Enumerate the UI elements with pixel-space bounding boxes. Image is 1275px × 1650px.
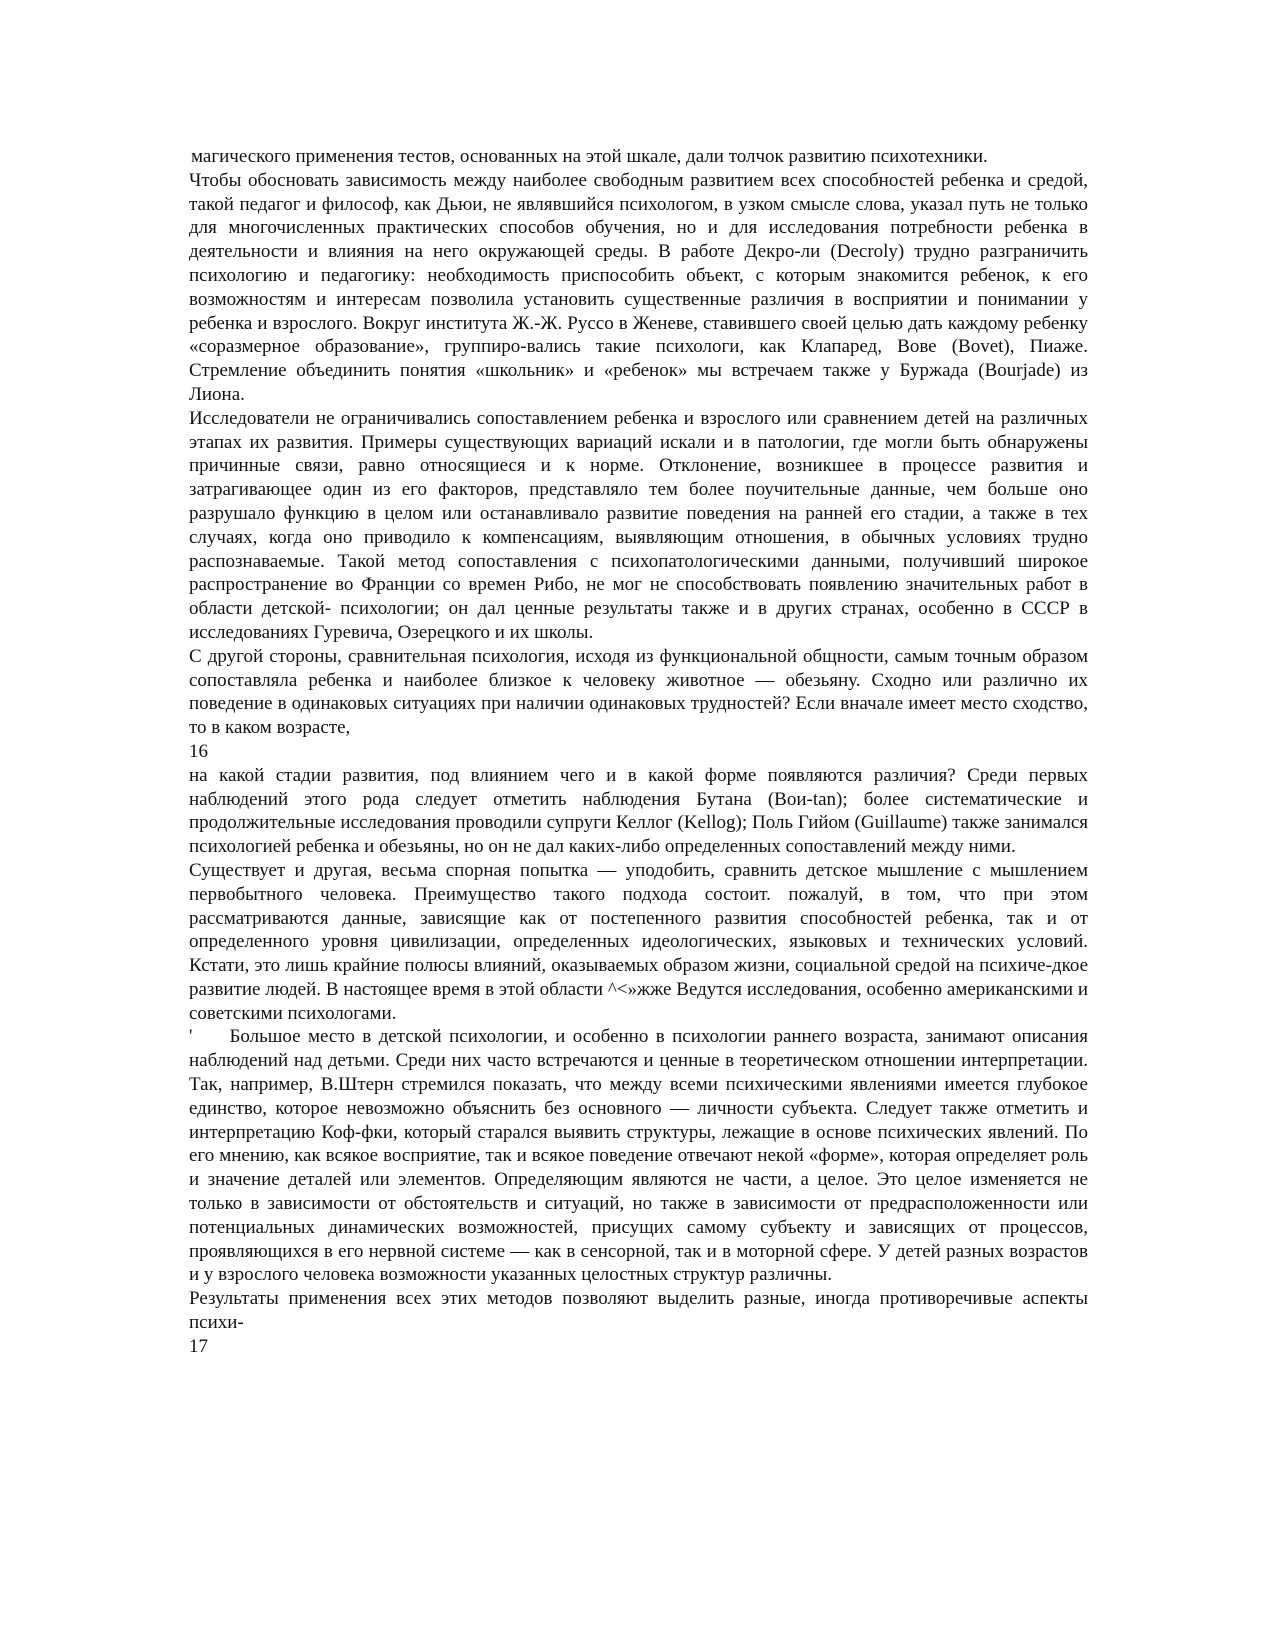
- paragraph: Чтобы обосновать зависимость между наиболее свободным развитием всех способностей ребенка и средой, такой педагог и философ, как Дьюи, не являвшийся психологом, в узком смысле слова, указал путь не только для многочисленных практических способов обучения, но и для исследования потребности ребенка в деятельности и влияния на него окружающей среды. В работе Декро-ли (Decroly) трудно разграничить психологию и педагогику: необходимость приспособить объект, с которым знакомится ребенок, к его возможностям и интересам позволила установить существенные различия в восприятии и понимании у ребенка и взрослого. Вокруг института Ж.-Ж. Руссо в Женеве, ставившего своей целью дать каждому ребенку «соразмерное образование», группиро-вались такие психологи, как Клапаред, Вове (Bovet), Пиаже. Стремление объединить понятия «школьник» и «ребенок» мы встречаем также у Буржада (Bourjade) из Лиона.: [189, 169, 1088, 405]
- page-number: 17: [189, 1335, 208, 1357]
- document-page: [189, 145, 1093, 1359]
- paragraph: Существует и другая, весьма спорная попытка — уподобить, сравнить детское мышление с мышлением первобытного человека. Преимущество такого подхода состоит. пожалуй, в том, что при этом рассматриваются данные, зависящие как от постепенного развития способностей ребенка, так и от определенного уровня цивилизации, определенных идеологических, языковых и технических условий. Кстати, это лишь крайние полюсы влияний, оказываемых образом жизни, социальной средой на психиче-дкое развитие людей. В настоящее время в этой области ^<»жже Ведутся исследования, особенно американскими и советскими психологами.: [189, 859, 1088, 1024]
- paragraph: Исследователи не ограничивались сопоставлением ребенка и взрослого или сравнением детей на различных этапах их развития. Примеры существующих вариаций искали и в патологии, где могли быть обнаружены причинные связи, равно относящиеся и к норме. Отклонение, возникшее в процессе развития и затрагивающее один из его факторов, представляло тем более поучительные данные, чем больше оно разрушало функцию в целом или останавливало развитие поведения на ранней его стадии, а также в тех случаях, когда оно приводило к компенсациям, выявляющим отношения, в обычных условиях трудно распознаваемые. Такой метод сопоставления с психопатологическими данными, получивший широкое распространение во Франции со времен Рибо, не мог не способствовать появлению значительных работ в области детской- психологии; он дал ценные результаты также и в других странах, особенно в СССР в исследованиях Гуревича, Озерецкого и их школы.: [189, 407, 1088, 643]
- paragraph: С другой стороны, сравнительная психология, исходя из функциональной общности, самым точным образом сопоставляла ребенка и наиболее близкое к человеку животное — обезьяну. Сходно или различно их поведение в одинаковых ситуациях при наличии одинаковых трудностей? Если вначале имеет место сходство, то в каком возрасте,: [189, 645, 1088, 739]
- paragraph: на какой стадии развития, под влиянием чего и в какой форме появляются различия? Среди первых наблюдений этого рода следует отметить наблюдения Бутана (Вои-tan); более систематические и продолжительные исследования проводили супруги Келлог (Kellog); Поль Гийом (Guillaume) также занимался психологией ребенка и обезьяны, но он не дал каких-либо определенных сопоставлений между ними.: [189, 764, 1088, 858]
- page-number: 16: [189, 740, 208, 762]
- paragraph: Результаты применения всех этих методов позволяют выделить разные, иногда противоречивые аспекты психи-: [189, 1288, 1088, 1334]
- paragraph: магического применения тестов, основанных на этой шкале, дали толчок развитию психотехники.: [191, 146, 988, 167]
- paragraph: ' Большое место в детской психологии, и особенно в психологии раннего возраста, занимают описания наблюдений над детьми. Среди них часто встречаются и ценные в теоретическом отношении интерпретации. Так, например, В.Штерн стремился показать, что между всеми психическими явлениями имеется глубокое единство, которое невозможно объяснить без основного — личности субъекта. Следует также отметить и интерпретацию Коф-фки, который старался выявить структуры, лежащие в основе психических явлений. По его мнению, как всякое восприятие, так и всякое поведение отвечают некой «форме», которая определяет роль и значение деталей или элементов. Определяющим являются не части, а целое. Это целое изменяется не только в зависимости от обстоятельств и ситуаций, но также в зависимости от предрасположенности или потенциальных динамических возможностей, присущих самому субъекту и зависящих от процессов, проявляющихся в его нервной системе — как в сенсорной, так и в моторной сфере. У детей разных возрастов и у взрослого человека возможности указанных целостных структур различны.: [189, 1026, 1093, 1286]
